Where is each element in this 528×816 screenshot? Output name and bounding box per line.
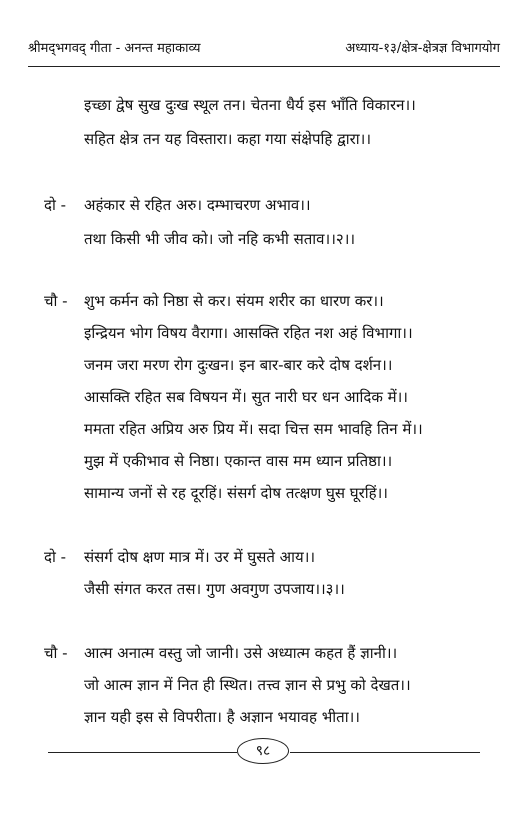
book-title: श्रीमद्‌भगवद् गीता - अनन्त महाकाव्य bbox=[28, 41, 201, 56]
verse-line: मुझ में एकीभाव से निष्ठा। एकान्त वास मम ध्यान प्रतिष्ठा।। bbox=[84, 452, 393, 470]
footer-rule-right bbox=[290, 752, 480, 753]
verse-line: आसक्ति रहित सब विषयन में। सुत नारी घर धन आदिक में।। bbox=[84, 388, 408, 406]
stanza-label: दो - bbox=[44, 196, 67, 214]
running-header bbox=[28, 40, 500, 58]
verse-line: शुभ कर्मन को निष्ठा से कर। संयम शरीर का धारण कर।। bbox=[84, 292, 384, 310]
verse-line: इन्द्रियन भोग विषय वैरागा। आसक्ति रहित नश अहं विभागा।। bbox=[84, 324, 413, 342]
verse-line: आत्म अनात्म वस्तु जो जानी। उसे अध्यात्म कहत हैं ज्ञानी।। bbox=[84, 644, 398, 662]
page-number: ९८ bbox=[237, 738, 289, 764]
verse-line: इच्छा द्वेष सुख दुःख स्थूल तन। चेतना धैर्य इस भाँति विकारन।। bbox=[84, 96, 416, 114]
verse-line: अहंकार से रहित अरु। दम्भाचरण अभाव।। bbox=[84, 196, 311, 214]
stanza-label: दो - bbox=[44, 548, 67, 566]
footer-rule-left bbox=[48, 752, 237, 753]
verse-line: सहित क्षेत्र तन यह विस्तारा। कहा गया संक्षेपहि द्वारा।। bbox=[84, 130, 372, 148]
verse-line: ममता रहित अप्रिय अरु प्रिय में। सदा चित्त सम भावहि तिन में।। bbox=[84, 420, 423, 438]
stanza-label: चौ - bbox=[44, 644, 68, 662]
verse-line: संसर्ग दोष क्षण मात्र में। उर में घुसते आय।। bbox=[84, 548, 316, 566]
verse-line: ज्ञान यही इस से विपरीता। है अज्ञान भयावह भीता।। bbox=[84, 708, 360, 726]
chapter-title: अध्याय-१३/क्षेत्र-क्षेत्रज्ञ विभागयोग bbox=[345, 41, 500, 56]
verse-line: सामान्य जनों से रह दूरहिं। संसर्ग दोष तत्क्षण घुस घूरहिं।। bbox=[84, 484, 388, 502]
verse-line: जनम जरा मरण रोग दुःखन। इन बार-बार करे दोष दर्शन।। bbox=[84, 356, 393, 374]
verse-line: जो आत्म ज्ञान में नित ही स्थित। तत्त्व ज्ञान से प्रभु को देखत।। bbox=[84, 676, 411, 694]
header-rule bbox=[28, 66, 500, 67]
stanza-label: चौ - bbox=[44, 292, 68, 310]
verse-line: जैसी संगत करत तस। गुण अवगुण उपजाय।।३।। bbox=[84, 580, 345, 598]
verse-line: तथा किसी भी जीव को। जो नहि कभी सताव।।२।। bbox=[84, 230, 356, 248]
